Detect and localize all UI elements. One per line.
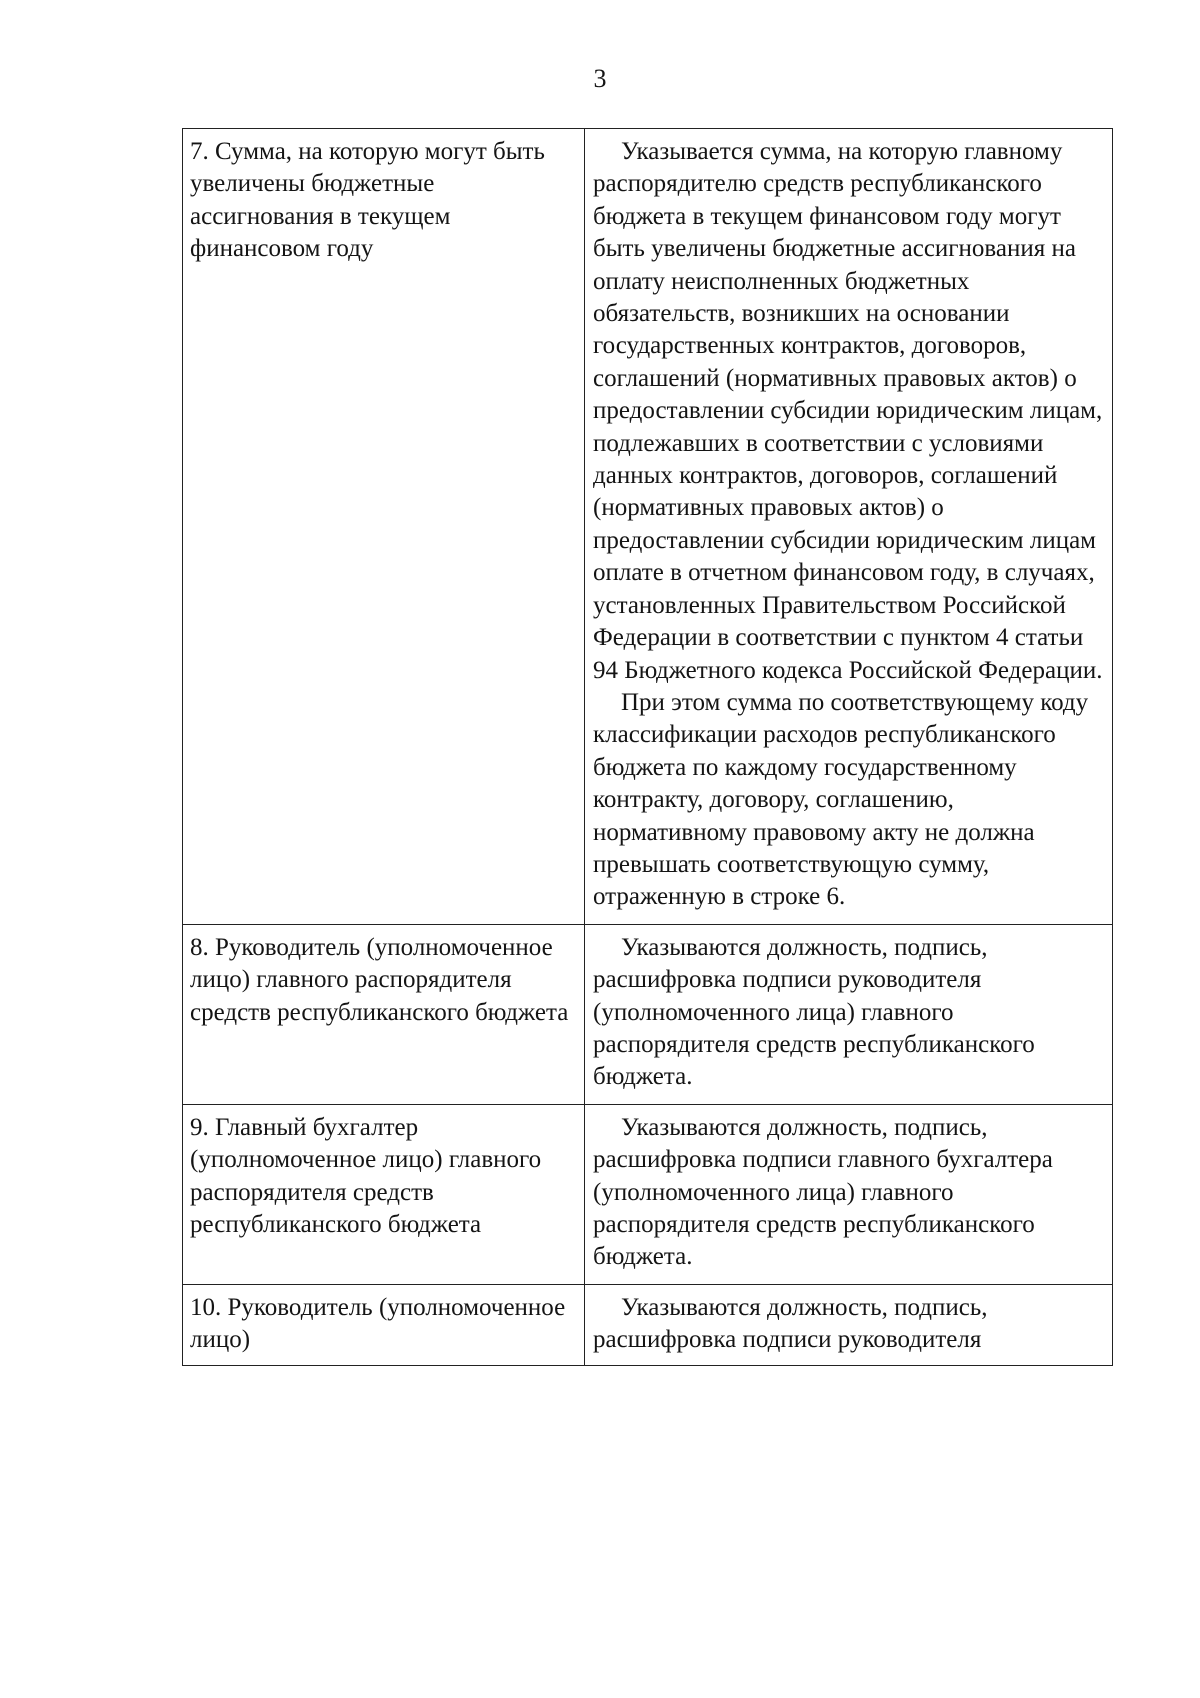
page-number: 3 [593,64,607,93]
row-description-cell [585,1284,1113,1365]
table-row [183,1104,1113,1284]
description-paragraph: Указываются должность, подпись, расшифровка подписи руководителя [593,1293,988,1354]
row-description-cell [585,924,1113,1104]
description-paragraph: При этом сумма по соответствующему коду классификации расходов республиканского бюджета по каждому государственному контракту, договору, соглашению, нормативному правовому акту не должна превышать соответствующую сумму, отраженную в строке 6. [593,688,1089,911]
description-paragraph: Указываются должность, подпись, расшифровка подписи руководителя (уполномоченного лица) главного распорядителя средств республиканского бюджета. [593,933,1035,1091]
row-name-cell: 8. Руководитель (уполномоченное лицо) главного распорядителя средств республиканского бюджета [183,924,585,1104]
table-row [183,129,1113,925]
description-paragraph: Указывается сумма, на которую главному распорядителю средств республиканского бюджета в текущем финансовом году могут быть увеличены бюджетные ассигнования на оплату неисполненных бюджетных обязательств, возникших на основании государственных контрактов, договоров, соглашений (нормативных правовых актов) о предоставлении субсидии юридическим лицам, подлежавших в соответствии с условиями данных контрактов, договоров, соглашений (нормативных правовых актов) о предоставлении субсидии юридическим лицам оплате в отчетном финансовом году, в случаях, установленных Правительством Российской Федерации в соответствии с пунктом 4 статьи 94 Бюджетного кодекса Российской Федерации. [593,138,1103,684]
table-row [183,924,1113,1104]
row-description-cell [585,1104,1113,1284]
description-paragraph: Указываются должность, подпись, расшифровка подписи главного бухгалтера (уполномоченного лица) главного распорядителя средств республиканского бюджета. [593,1113,1053,1271]
row-name-cell: 10. Руководитель (уполномоченное лицо) [183,1284,585,1365]
row-description-cell [585,129,1113,925]
row-name-cell: 9. Главный бухгалтер (уполномоченное лицо) главного распорядителя средств республиканского бюджета [183,1104,585,1284]
table-row [183,1284,1113,1365]
document-table [182,128,1113,1366]
row-name-cell: 7. Сумма, на которую могут быть увеличены бюджетные ассигнования в текущем финансовом году [183,129,585,925]
